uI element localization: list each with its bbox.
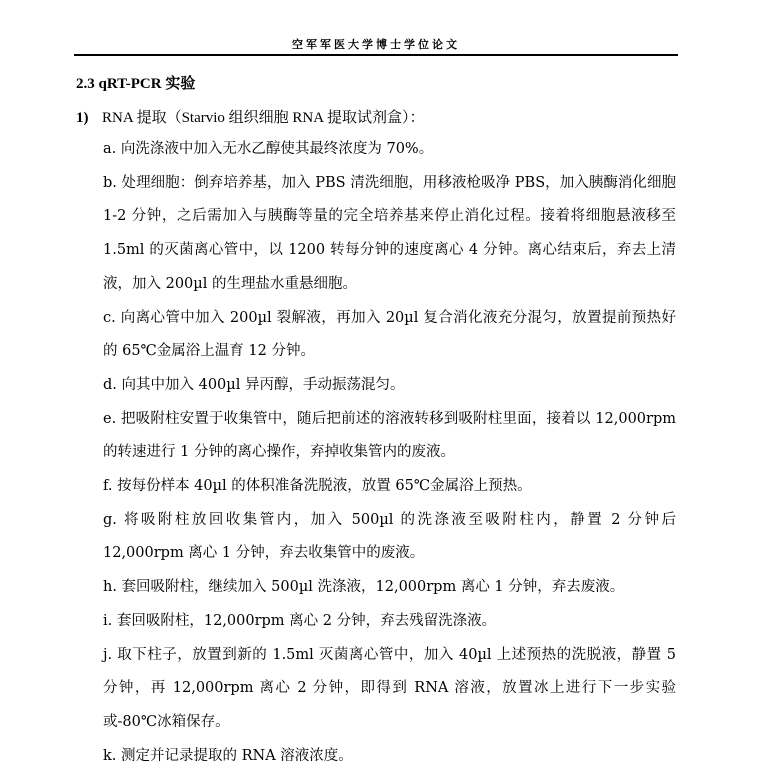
step-d: d. 向其中加入 400µl 异丙醇，手动振荡混匀。: [103, 376, 405, 393]
running-header: 空军军医大学博士学位论文: [292, 38, 460, 51]
step-e: e. 把吸附柱安置于收集管中，随后把前述的溶液转移到吸附柱里面，接着以 12,000rpm 的转速进行 1 分钟的离心操作，弃掉收集管内的废液。: [103, 410, 676, 461]
list-item-title: RNA 提取（Starvio 组织细胞 RNA 提取试剂盒）：: [102, 110, 425, 126]
header-rule: [74, 54, 678, 56]
step-g: g. 将吸附柱放回收集管内，加入 500µl 的洗涤液至吸附柱内，静置 2 分钟后 12,000rpm 离心 1 分钟，弃去收集管中的废液。: [103, 511, 676, 562]
step-k: k. 测定并记录提取的 RNA 溶液浓度。: [103, 747, 353, 764]
step-c: c. 向离心管中加入 200µl 裂解液，再加入 20µl 复合消化液充分混匀，放置提前预热好的 65℃金属浴上温育 12 分钟。: [103, 309, 676, 360]
list-item-heading: [76, 106, 425, 127]
step-b: b. 处理细胞：倒弃培养基，加入 PBS 清洗细胞，用移液枪吸净 PBS，加入胰酶消化细胞 1-2 分钟，之后需加入与胰酶等量的完全培养基来停止消化过程。接着将细胞悬液移至 1.5ml 的灭菌离心管中，以 1200 转每分钟的速度离心 4 分钟。离心结束后，弃去上清液，加入 200µl 的生理盐水重悬细胞。: [103, 174, 676, 292]
list-item-number: 1): [76, 110, 89, 126]
step-j: j. 取下柱子，放置到新的 1.5ml 灭菌离心管中，加入 40µl 上述预热的洗脱液，静置 5 分钟，再 12,000rpm 离心 2 分钟，即得到 RNA 溶液，放置冰上进行下一步实验或-80℃冰箱保存。: [103, 646, 676, 730]
section-title: 2.3 qRT-PCR 实验: [76, 76, 196, 92]
step-a: a. 向洗涤液中加入无水乙醇使其最终浓度为 70%。: [103, 141, 434, 157]
steps-body: [103, 133, 676, 773]
step-i: i. 套回吸附柱，12,000rpm 离心 2 分钟，弃去残留洗涤液。: [103, 612, 497, 629]
step-f: f. 按每份样本 40µl 的体积准备洗脱液，放置 65℃金属浴上预热。: [103, 478, 532, 495]
step-h: h. 套回吸附柱，继续加入 500µl 洗涤液，12,000rpm 离心 1 分钟，弃去废液。: [103, 579, 625, 596]
